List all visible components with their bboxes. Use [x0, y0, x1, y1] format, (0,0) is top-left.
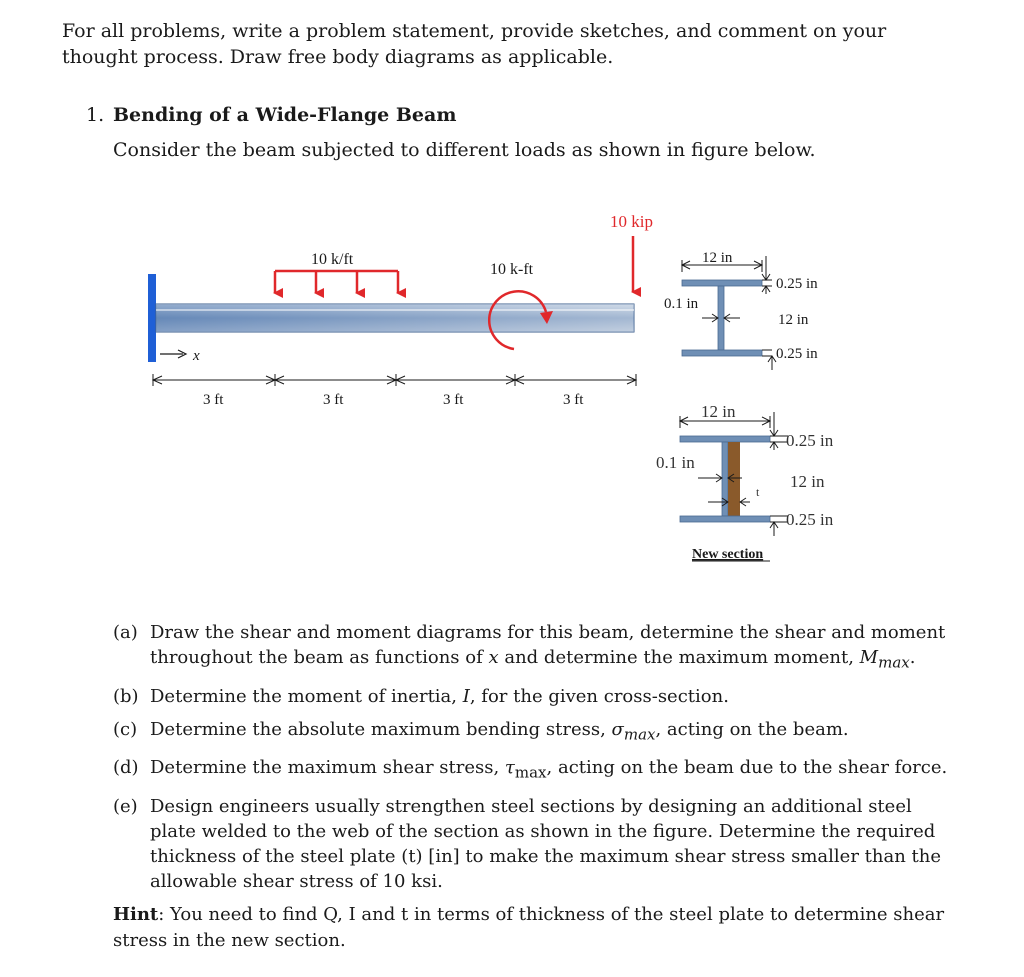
part-e-label: (e) — [113, 795, 138, 817]
point-load-label: 10 kip — [610, 212, 653, 231]
part-c-var: σ — [611, 718, 624, 740]
part-c-label: (c) — [113, 718, 138, 740]
span-3: 3 ft — [443, 392, 464, 408]
part-c-text: Determine the absolute maximum bending stress, — [150, 718, 612, 740]
distributed-load-label: 10 k/ft — [311, 251, 354, 268]
hint-paragraph — [113, 902, 948, 954]
part-c — [113, 717, 948, 748]
part-c-text2: , acting on the beam. — [655, 718, 849, 740]
part-a-label: (a) — [113, 622, 138, 643]
section1-web-thickness: 0.1 in — [664, 296, 699, 312]
cross-section-new — [680, 436, 770, 522]
part-d-text: Determine the maximum shear stress, — [150, 757, 505, 779]
x-label: x — [193, 348, 200, 364]
section1-bottom-flange: 0.25 in — [776, 346, 818, 362]
part-b-label: (b) — [113, 685, 139, 707]
beam-figure — [0, 200, 1024, 580]
intro-paragraph: For all problems, write a problem statement, provide sketches, and comment on your thought process. Draw free body diagrams as applicable. — [62, 20, 887, 68]
section2-web-thickness: 0.1 in — [656, 453, 695, 472]
problem-title: Bending of a Wide-Flange Beam — [113, 104, 457, 126]
part-b-text2: , for the given cross-section. — [469, 685, 729, 707]
problem-number: 1. — [86, 104, 105, 126]
span-1: 3 ft — [203, 392, 224, 408]
section1-web-height: 12 in — [778, 312, 809, 328]
part-b-var: I — [462, 685, 470, 707]
section2-flange-width: 12 in — [701, 402, 736, 421]
part-b-text: Determine the moment of inertia, — [150, 685, 463, 707]
distributed-load — [275, 271, 398, 293]
section2-bottom-flange: 0.25 in — [786, 510, 834, 529]
moment-label: 10 k-ft — [490, 261, 534, 278]
part-a-text2: and determine the maximum moment, — [498, 647, 860, 668]
problem-description: Consider the beam subjected to different loads as shown in figure below. — [113, 139, 816, 161]
part-a — [113, 620, 948, 676]
question-parts — [113, 620, 948, 902]
span-2: 3 ft — [323, 392, 344, 408]
part-d-var: τ — [504, 757, 515, 779]
plate-thickness-label: t — [756, 485, 760, 499]
part-d — [113, 755, 948, 786]
part-e-text: Design engineers usually strengthen steel sections by designing an additional steel plate welded to the web of the section as shown in the figure. Determine the required thickness of the steel plate (t) [in] to make the maximum shear stress smaller than the allowable shear stress of 10 ksi. — [150, 795, 941, 892]
part-b — [113, 684, 948, 709]
section1-top-flange: 0.25 in — [776, 276, 818, 292]
part-d-text2: , acting on the beam due to the shear force. — [546, 757, 948, 779]
span-dimension-line — [153, 374, 636, 386]
span-4: 3 ft — [563, 392, 584, 408]
part-e — [113, 794, 948, 894]
part-a-end: . — [909, 647, 916, 668]
part-d-sub: max — [514, 763, 547, 782]
cross-section-original — [682, 280, 762, 356]
part-c-sub: max — [623, 725, 656, 744]
x-axis-arrow — [160, 350, 186, 358]
new-section-caption: New section — [692, 547, 764, 562]
section2-web-height: 12 in — [790, 472, 825, 491]
part-a-var2: M — [859, 647, 879, 668]
hint-label: Hint — [113, 904, 159, 925]
wall-support — [148, 274, 156, 362]
part-a-sub: max — [878, 653, 910, 672]
part-a-var: x — [488, 647, 499, 668]
part-d-label: (d) — [113, 757, 139, 779]
section2-top-flange: 0.25 in — [786, 431, 834, 450]
section1-flange-width: 12 in — [702, 250, 733, 266]
hint-text: : You need to find Q, I and t in terms of thickness of the steel plate to determine shear stress in the new section. — [113, 904, 945, 951]
part-a-text: Draw the shear and moment diagrams for this beam, determine the shear and moment throughout the beam as functions of — [150, 622, 946, 668]
